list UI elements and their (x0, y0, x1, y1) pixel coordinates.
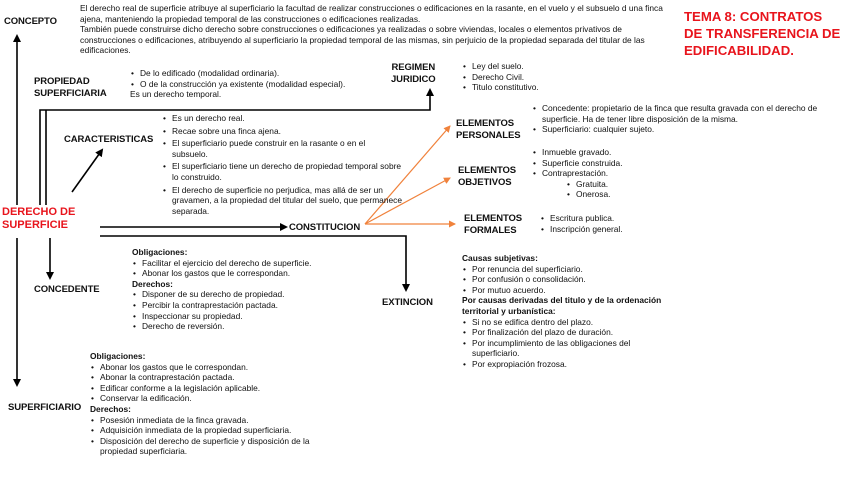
list-item: • El derecho de superficie no perjudica, mas allá de ser un gravamen, a la propiedad del titular del suelo, que permanece separada. (162, 185, 402, 217)
objetivos-label-line2: OBJETIVOS (458, 177, 512, 188)
propiedad-label (34, 76, 107, 100)
caracteristicas-list (162, 113, 402, 216)
list-item: • Abonar los gastos que le correspondan. (132, 268, 372, 279)
list-item: • Recae sobre una finca ajena. (162, 126, 402, 137)
list-item: • Inmueble gravado. (532, 147, 732, 158)
superficiario-derechos-title: Derechos: (90, 403, 131, 414)
concedente-obligaciones-title: Obligaciones: (132, 247, 188, 257)
list-item: • Posesión inmediata de la finca gravada. (90, 415, 340, 426)
caracteristicas-label: CARACTERISTICAS (64, 134, 154, 145)
personales-label (456, 118, 520, 142)
list-item: • Por incumplimiento de las obligaciones del superficiario. (462, 338, 662, 359)
personales-label-line1: ELEMENTOS (456, 118, 515, 129)
list-item: • O de la construcción ya existente (modalidad especial). (130, 79, 390, 90)
list-item: • Por expropiación frozosa. (462, 359, 682, 370)
topic-title-line2: DE TRANSFERENCIA DE (684, 26, 841, 41)
extincion-derivadas-list (462, 317, 682, 370)
topic-title (684, 8, 840, 59)
list-item: • Inscripción general. (540, 224, 740, 235)
list-item: • El superficiario tiene un derecho de propiedad temporal sobre lo construido. (162, 161, 402, 182)
objetivos-label (458, 165, 516, 189)
list-item: • Ley del suelo. (462, 61, 622, 72)
objetivos-content (532, 147, 732, 200)
concedente-label: CONCEDENTE (34, 284, 100, 295)
formales-content (540, 213, 740, 234)
list-item: • Abonar la contraprestación pactada. (90, 372, 340, 383)
list-item: • Por renuncia del superficiario. (462, 264, 682, 275)
extincion-content (462, 253, 682, 370)
list-item: • Por finalización del plazo de duración. (462, 327, 682, 338)
list-item: • Conservar la edificación. (90, 393, 340, 404)
extincion-subjetivas-list (462, 264, 682, 296)
propiedad-note: Es un derecho temporal. (130, 89, 222, 100)
extincion-label: EXTINCION (382, 297, 433, 308)
list-item: • Superficiario: cualquier sujeto. (532, 124, 844, 135)
list-item: • Derecho de reversión. (132, 321, 372, 332)
concedente-derechos-title: Derechos: (132, 278, 173, 289)
list-item: • Si no se edifica dentro del plazo. (462, 317, 682, 328)
concedente-content (132, 247, 372, 332)
objetivos-list (532, 147, 732, 200)
list-item: • Disposición del derecho de superficie y disposición de la propiedad superficiaria. (90, 436, 340, 457)
superficiario-label: SUPERFICIARIO (8, 402, 82, 413)
concedente-derechos-list (132, 289, 372, 331)
list-subitem: • Onerosa. (567, 189, 732, 200)
propiedad-label-line2: SUPERFICIARIA (34, 88, 107, 99)
list-item: • Concedente: propietario de la finca que resulta gravada con el derecho de superficie. Ha de tener libre disposición de la misma. (532, 103, 844, 124)
extincion-derivadas-title-line1: Por causas derivadas del titulo y de la ordenación (462, 295, 662, 306)
personales-content (532, 103, 844, 135)
superficiario-obligaciones-list (90, 362, 340, 404)
list-item: • Derecho Civil. (462, 72, 622, 83)
list-item: • Escritura publica. (540, 213, 740, 224)
arrow-to-caracteristicas (72, 150, 102, 192)
concedente-obligaciones-list (132, 258, 372, 279)
list-subitem: • Gratuita. (567, 179, 732, 190)
list-item: • Titulo constitutivo. (462, 82, 622, 93)
superficiario-derechos-list (90, 415, 340, 457)
superficiario-content (90, 351, 340, 457)
root-node-line2: SUPERFICIE (2, 219, 69, 231)
list-item: • Inspeccionar su propiedad. (132, 311, 372, 322)
list-item: • Superficie construida. (532, 158, 732, 169)
superficiario-obligaciones-title: Obligaciones: (90, 351, 146, 361)
list-item: • Facilitar el ejercicio del derecho de superficie. (132, 258, 372, 269)
formales-label-line1: ELEMENTOS (464, 213, 523, 224)
concepto-para2: También puede construirse dicho derecho sobre construcciones o edificaciones ya realizadas o sobre viviendas, locales o elementos privativos de construcciones o edificaciones, atribuyendo al superficiario la propiedad temporal de las mismas, sin perjuicio de la propiedad separada del titular de las edificaciones. (80, 24, 645, 56)
concepto-text (80, 3, 678, 56)
list-item: • Por confusión o consolidación. (462, 274, 682, 285)
extincion-derivadas-title-line2: territorial y urbanística: (462, 305, 556, 316)
list-item: • Por mutuo acuerdo. (462, 285, 682, 296)
regimen-label-line1: REGIMEN (391, 62, 436, 73)
objetivos-label-line1: ELEMENTOS (458, 165, 517, 176)
list-item: • Contraprestación. (532, 168, 732, 179)
formales-label-line2: FORMALES (464, 225, 517, 236)
regimen-label (391, 62, 436, 86)
regimen-list (462, 61, 622, 93)
propiedad-content (130, 68, 390, 100)
formales-label (464, 213, 522, 237)
constitucion-label: CONSTITUCION (289, 222, 361, 233)
regimen-content (462, 61, 622, 93)
regimen-label-line2: JURIDICO (391, 74, 436, 85)
list-item: • El superficiario puede construir en la rasante o en el subsuelo. (162, 138, 402, 159)
formales-list (540, 213, 740, 234)
root-node (2, 206, 75, 232)
propiedad-list (130, 68, 390, 89)
concepto-label: CONCEPTO (4, 16, 57, 27)
list-item: • Edificar conforme a la legislación aplicable. (90, 383, 340, 394)
list-item: • Abonar los gastos que le correspondan. (90, 362, 340, 373)
topic-title-line1: TEMA 8: CONTRATOS (684, 9, 823, 24)
propiedad-label-line1: PROPIEDAD (34, 76, 90, 87)
extincion-subjetivas-title: Causas subjetivas: (462, 253, 538, 263)
list-item: • Percibir la contraprestación pactada. (132, 300, 372, 311)
personales-list (532, 103, 844, 135)
list-item: • De lo edificado (modalidad ordinaria). (130, 68, 390, 79)
root-node-line1: DERECHO DE (2, 206, 76, 218)
personales-label-line2: PERSONALES (456, 130, 521, 141)
concepto-para1: El derecho real de superficie atribuye al superficiario la facultad de realizar construcciones o edificaciones en la rasante, en el vuelo y el subsuelo d una finca ajena, manteniendo la propiedad temporal de las construcciones o edificaciones realizadas. (80, 3, 663, 24)
list-item: • Adquisición inmediata de la propiedad superficiaria. (90, 425, 340, 436)
caracteristicas-content (162, 113, 402, 216)
list-item: • Disponer de su derecho de propiedad. (132, 289, 372, 300)
list-item: • Es un derecho real. (162, 113, 402, 124)
topic-title-line3: EDIFICABILIDAD. (684, 43, 794, 58)
